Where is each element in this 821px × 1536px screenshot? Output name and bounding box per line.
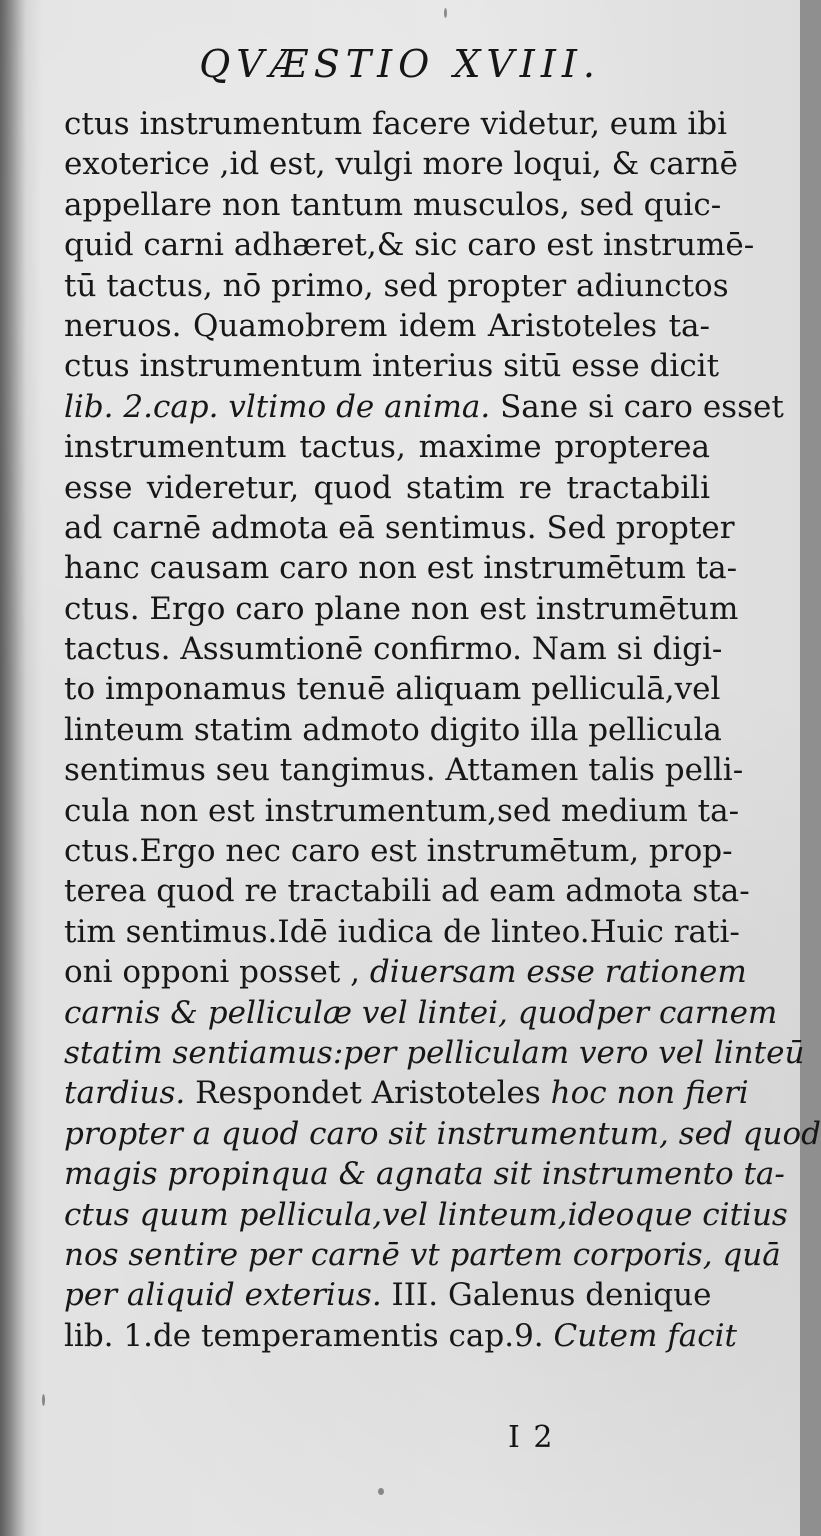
text-run: ad carnē admota eā sentimus. Sed propter: [64, 509, 735, 546]
italic-text-run: magis propinqua & agnata sit instrumento ta-: [64, 1156, 785, 1193]
text-run: linteum statim admoto digito illa pellicula: [64, 711, 722, 748]
italic-text-run: diuersam esse rationem: [369, 954, 747, 991]
italic-text-run: propter a quod caro sit instrumentum, sed quod: [64, 1115, 821, 1152]
text-line: [64, 589, 739, 629]
italic-text-run: statim sentiamus:per pelliculam vero vel linteū: [64, 1034, 805, 1071]
text-line: [64, 750, 744, 790]
text-run: oni opponi posset ,: [64, 954, 370, 991]
gutter-shadow: [0, 0, 26, 1536]
text-run: neruos. Quamobrem idem Aristoteles ta-: [64, 307, 710, 344]
text-line: [64, 791, 740, 831]
text-run: esse videretur, quod statim re tractabili: [64, 469, 710, 506]
text-line: [64, 710, 722, 750]
text-line: [64, 427, 710, 467]
text-line: [64, 306, 710, 346]
text-run: tū tactus, nō primo, sed propter adiunctos: [64, 267, 729, 304]
text-run: to imponamus tenuē aliquam pelliculā,vel: [64, 671, 721, 708]
signature-mark: I 2: [508, 1420, 555, 1455]
page-footer: [0, 1420, 800, 1460]
text-line: [64, 1154, 785, 1194]
text-run: sentimus seu tangimus. Attamen talis pelli-: [64, 752, 744, 789]
text-line: [64, 952, 747, 992]
text-line: [64, 548, 738, 588]
text-line: [64, 387, 784, 427]
text-run: Respondet Aristoteles: [185, 1075, 551, 1112]
text-line: [64, 185, 722, 225]
text-run: III. Galenus denique: [381, 1277, 712, 1314]
text-run: ctus.Ergo nec caro est instrumētum, prop-: [64, 833, 733, 870]
text-run: lib. 1.de temperamentis cap.9.: [64, 1317, 554, 1354]
italic-text-run: nos sentire per carnē vt partem corporis, quā: [64, 1236, 781, 1273]
text-run: ctus. Ergo caro plane non est instrumētum: [64, 590, 739, 627]
text-line: [64, 1033, 805, 1073]
text-line: [64, 831, 733, 871]
text-line: [64, 1275, 710, 1315]
text-line: [64, 266, 729, 306]
text-run: instrumentum tactus, maxime propterea: [64, 429, 710, 466]
text-run: terea quod re tractabili ad eam admota sta-: [64, 873, 750, 910]
text-line: [64, 1073, 749, 1113]
text-run: quid carni adhæret,& sic caro est instrumē-: [64, 227, 755, 264]
text-run: tactus. Assumtionē confirmo. Nam si digi-: [64, 631, 723, 668]
text-run: appellare non tantum musculos, sed quic-: [64, 186, 722, 223]
text-line: [64, 871, 750, 911]
text-line: [64, 993, 778, 1033]
text-run: tim sentimus.Idē iudica de linteo.Huic rati-: [64, 913, 740, 950]
text-run: ctus instrumentum facere videtur, eum ibi: [64, 106, 728, 142]
text-line: [64, 346, 720, 386]
italic-text-run: per aliquid exterius.: [64, 1277, 382, 1314]
text-line: [64, 1235, 781, 1275]
body-text: [64, 104, 821, 1356]
text-run: Sane si caro esset: [490, 388, 784, 425]
ink-speck: [378, 1488, 384, 1495]
text-line: [64, 912, 740, 952]
italic-text-run: Cutem facit: [553, 1317, 737, 1354]
italic-text-run: tardius.: [64, 1075, 186, 1112]
italic-text-run: ctus quum pellicula,vel linteum,ideoque citius: [64, 1196, 788, 1233]
ink-speck: [42, 1394, 45, 1406]
text-line: [64, 468, 710, 508]
text-line: [64, 669, 721, 709]
text-line: [64, 629, 723, 669]
italic-text-run: carnis & pelliculæ vel lintei, quodper carnem: [64, 994, 778, 1031]
text-line: [64, 1195, 788, 1235]
text-line: [64, 225, 755, 265]
italic-text-run: lib. 2.cap. vltimo de anima.: [64, 388, 491, 425]
text-run: hanc causam caro non est instrumētum ta-: [64, 550, 738, 587]
text-line: [64, 1114, 821, 1154]
ink-speck: [444, 8, 447, 18]
italic-text-run: hoc non fieri: [550, 1075, 749, 1112]
text-run: exoterice ,id est, vulgi more loqui, & carnē: [64, 146, 738, 183]
text-run: cula non est instrumentum,sed medium ta-: [64, 792, 740, 829]
text-line: [64, 104, 728, 144]
running-header: QVÆSTIO XVIII.: [199, 42, 601, 86]
text-line: [64, 508, 735, 548]
text-line: [64, 144, 738, 184]
text-line: [64, 1316, 737, 1356]
text-run: ctus instrumentum interius sitū esse dicit: [64, 348, 720, 385]
